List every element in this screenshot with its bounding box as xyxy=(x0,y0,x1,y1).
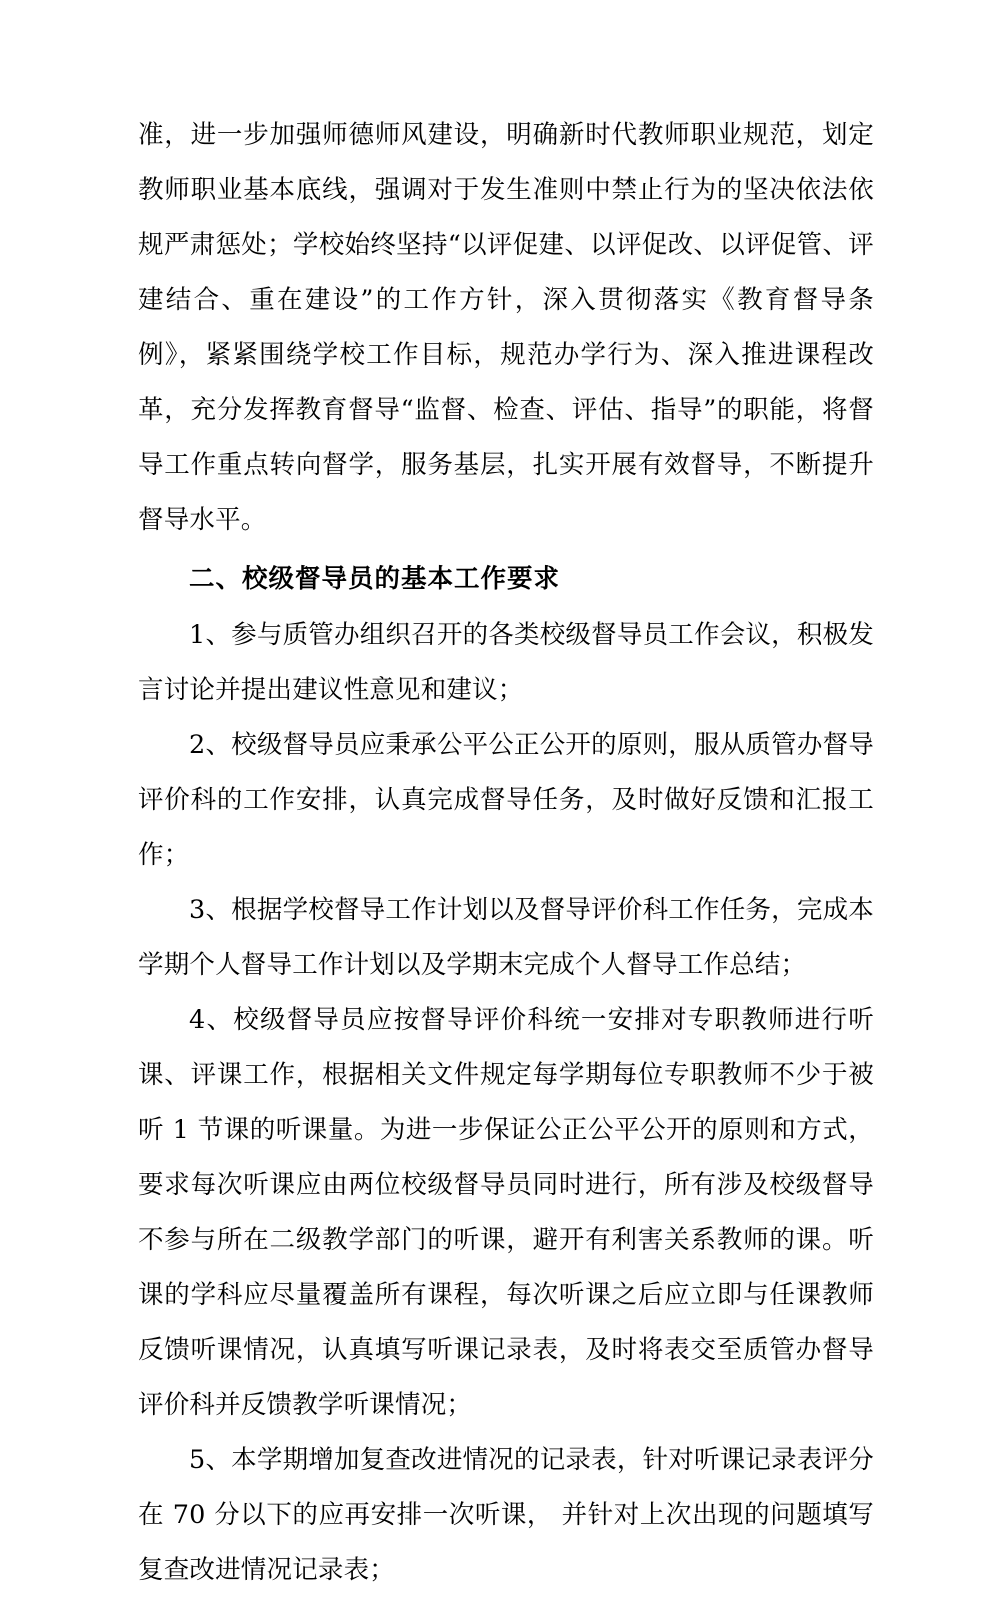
section-heading: 二、校级督导员的基本工作要求 xyxy=(189,564,561,594)
list-item: 4、校级督导员应按督导评价科统一安排对专职教师进行听课、评课工作，根据相关文件规定每学期每位专职教师不少于被听 1 节课的听课量。为进一步保证公正公平公开的原则和方式，要求每次听课应由两位校级督导员同时进行，所有涉及校级督导不参与所在二级教学部门的听课，避开有利害关系教师的课。听课的学科应尽量覆盖所有课程，每次听课之后应立即与任课教师反馈听课情况，认真填写听课记录表，及时将表交至质管办督导评价科并反馈教学听课情况； xyxy=(138,1005,874,1420)
list-item: 5、本学期增加复查改进情况的记录表，针对听课记录表评分在 70 分以下的应再安排一次听课， 并针对上次出现的问题填写复查改进情况记录表； xyxy=(138,1445,874,1585)
list-item: 1、参与质管办组织召开的各类校级督导员工作会议，积极发言讨论并提出建议性意见和建议； xyxy=(138,620,874,705)
list-item: 3、根据学校督导工作计划以及督导评价科工作任务，完成本学期个人督导工作计划以及学期末完成个人督导工作总结； xyxy=(138,895,874,980)
list-item: 2、校级督导员应秉承公平公正公开的原则，服从质管办督导评价科的工作安排，认真完成督导任务，及时做好反馈和汇报工作； xyxy=(138,730,874,870)
document-body xyxy=(138,108,874,1598)
paragraph-continuation: 准，进一步加强师德师风建设，明确新时代教师职业规范，划定教师职业基本底线，强调对于发生准则中禁止行为的坚决依法依规严肃惩处；学校始终坚持“以评促建、以评促改、以评促管、评建结合、重在建设”的工作方针，深入贯彻落实《教育督导条例》，紧紧围绕学校工作目标，规范办学行为、深入推进课程改革，充分发挥教育督导“监督、检查、评估、指导”的职能，将督导工作重点转向督学，服务基层，扎实开展有效督导，不断提升督导水平。 xyxy=(138,120,874,535)
